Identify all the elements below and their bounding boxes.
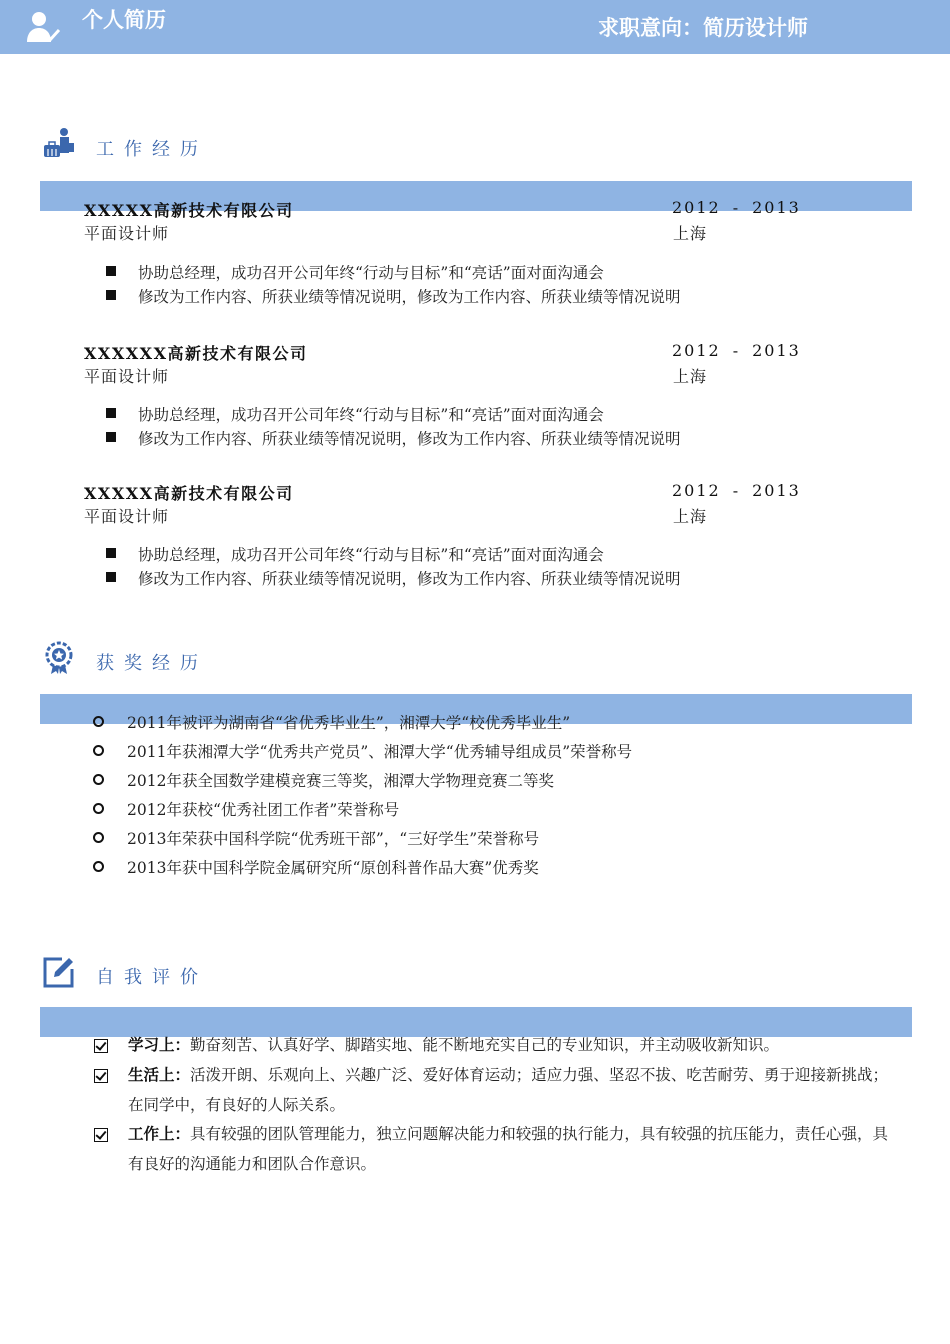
award-item-4: 2012年获校“优秀社团工作者”荣誉称号 bbox=[127, 801, 400, 819]
job-3-bullet-1: 协助总经理，成功召开公司年终“行动与目标”和“亮话”面对面沟通会 bbox=[138, 546, 604, 564]
work-section-title: 工作经历 bbox=[96, 139, 208, 160]
job-1-date: 2012 - 2013 bbox=[672, 198, 801, 217]
bullet-square-icon bbox=[106, 548, 116, 558]
bullet-circle-icon bbox=[93, 832, 104, 843]
job-2-location: 上海 bbox=[673, 367, 708, 386]
job-2-bullet-2: 修改为工作内容、所获业绩等情况说明，修改为工作内容、所获业绩等情况说明 bbox=[138, 430, 681, 448]
evaluation-item-study: 学习上：勤奋刻苦、认真好学、脚踏实地、能不断地充实自己的专业知识，并主动吸收新知识。 bbox=[128, 1036, 780, 1054]
bullet-circle-icon bbox=[93, 716, 104, 727]
evaluation-item-life: 生活上：活泼开朗、乐观向上、兴趣广泛、爱好体育运动；适应力强、坚忍不拔、吃苦耐劳、勇于迎接新挑战；在同学中，有良好的人际关系。 bbox=[128, 1066, 888, 1114]
bullet-circle-icon bbox=[93, 861, 104, 872]
job-2-bullet-1: 协助总经理，成功召开公司年终“行动与目标”和“亮话”面对面沟通会 bbox=[138, 406, 604, 424]
award-item-1: 2011年被评为湖南省“省优秀毕业生”，湘潭大学“校优秀毕业生” bbox=[127, 714, 571, 732]
edit-pencil-icon bbox=[42, 955, 76, 989]
user-icon bbox=[24, 8, 62, 46]
bullet-circle-icon bbox=[93, 774, 104, 785]
bullet-circle-icon bbox=[93, 803, 104, 814]
bullet-square-icon bbox=[106, 572, 116, 582]
briefcase-person-icon bbox=[42, 127, 76, 161]
job-1-bullet-2: 修改为工作内容、所获业绩等情况说明，修改为工作内容、所获业绩等情况说明 bbox=[138, 288, 681, 306]
job-2-company: XXXXXX高新技术有限公司 bbox=[84, 344, 308, 363]
award-medal-icon bbox=[44, 641, 78, 675]
bullet-square-icon bbox=[106, 408, 116, 418]
job-1-role: 平面设计师 bbox=[84, 224, 170, 243]
resume-title: 个人简历 bbox=[82, 8, 166, 32]
job-3-company: XXXXX高新技术有限公司 bbox=[84, 484, 294, 503]
job-3-date: 2012 - 2013 bbox=[672, 481, 801, 500]
job-2-role: 平面设计师 bbox=[84, 367, 170, 386]
checkbox-icon bbox=[94, 1039, 108, 1053]
job-3-bullet-2: 修改为工作内容、所获业绩等情况说明，修改为工作内容、所获业绩等情况说明 bbox=[138, 570, 681, 588]
awards-section-title: 获奖经历 bbox=[96, 653, 208, 674]
award-item-2: 2011年获湘潭大学“优秀共产党员”、湘潭大学“优秀辅导组成员”荣誉称号 bbox=[127, 743, 633, 761]
job-1-location: 上海 bbox=[673, 224, 708, 243]
job-3-role: 平面设计师 bbox=[84, 507, 170, 526]
award-item-6: 2013年获中国科学院金属研究所“原创科普作品大赛”优秀奖 bbox=[127, 859, 539, 877]
evaluation-item-work: 工作上：具有较强的团队管理能力，独立问题解决能力和较强的执行能力，具有较强的抗压能力，责任心强，具有良好的沟通能力和团队合作意识。 bbox=[128, 1125, 888, 1173]
bullet-circle-icon bbox=[93, 745, 104, 756]
bullet-square-icon bbox=[106, 432, 116, 442]
checkbox-icon bbox=[94, 1128, 108, 1142]
bullet-square-icon bbox=[106, 290, 116, 300]
award-item-3: 2012年获全国数学建模竞赛三等奖，湘潭大学物理竞赛二等奖 bbox=[127, 772, 554, 790]
job-1-bullet-1: 协助总经理，成功召开公司年终“行动与目标”和“亮话”面对面沟通会 bbox=[138, 264, 604, 282]
bullet-square-icon bbox=[106, 266, 116, 276]
award-item-5: 2013年荣获中国科学院“优秀班干部”，“三好学生”荣誉称号 bbox=[127, 830, 540, 848]
job-3-location: 上海 bbox=[673, 507, 708, 526]
job-1-company: XXXXX高新技术有限公司 bbox=[84, 201, 294, 220]
checkbox-icon bbox=[94, 1069, 108, 1083]
job-objective: 求职意向：简历设计师 bbox=[598, 16, 808, 40]
job-2-date: 2012 - 2013 bbox=[672, 341, 801, 360]
evaluation-section-title: 自我评价 bbox=[96, 967, 208, 988]
